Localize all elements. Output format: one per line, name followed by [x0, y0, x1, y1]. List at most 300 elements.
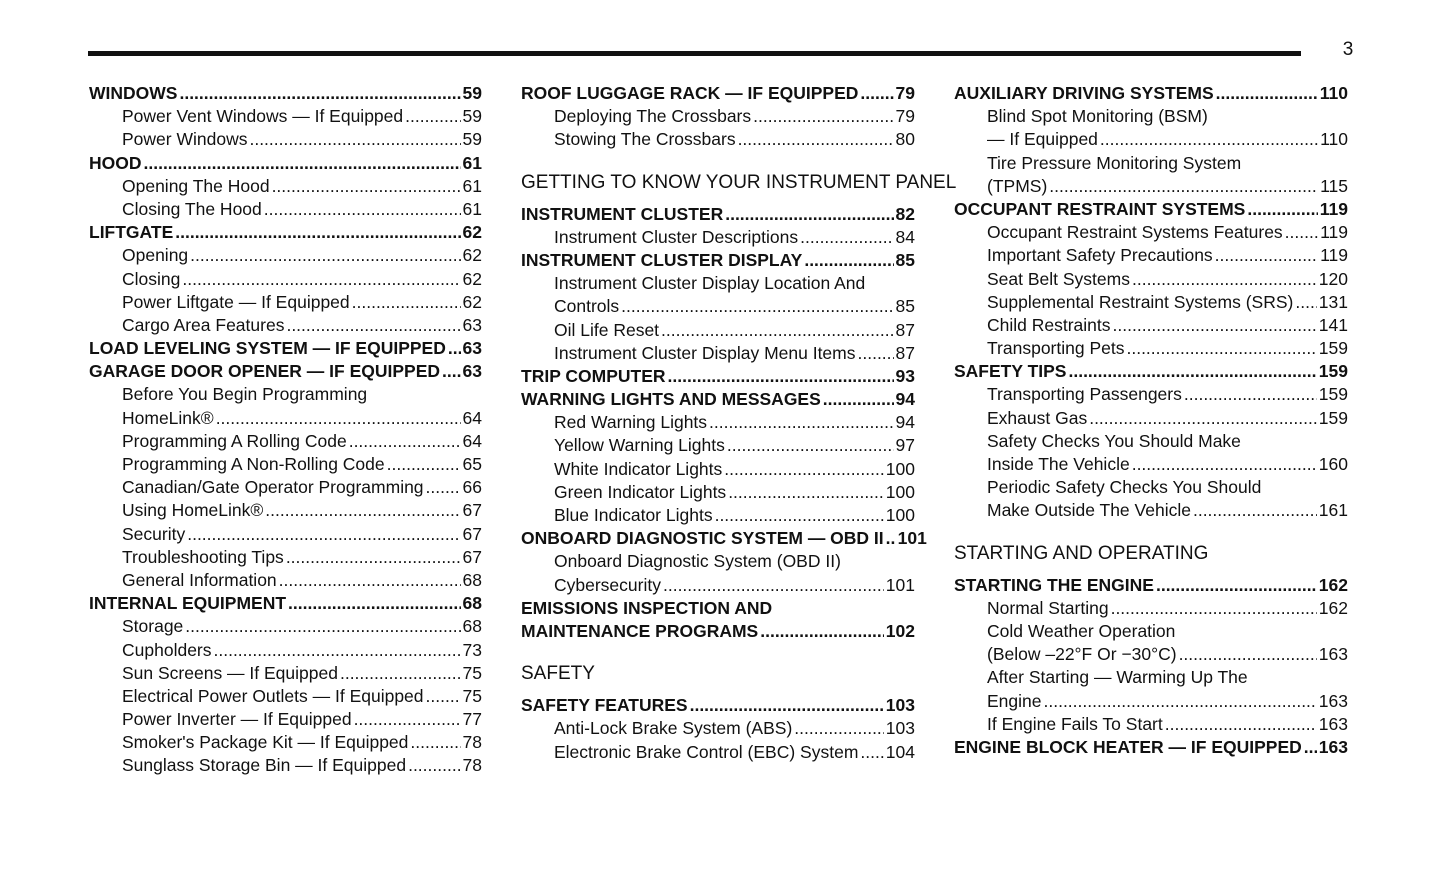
toc-heading-entry[interactable]: [521, 694, 915, 717]
toc-entry[interactable]: [521, 342, 915, 365]
toc-entry[interactable]: [89, 407, 482, 430]
toc-entry[interactable]: [89, 499, 482, 522]
toc-entry-label: Tire Pressure Monitoring System: [987, 152, 1242, 173]
toc-entry-label: SAFETY TIPS: [954, 361, 1067, 382]
dot-leader: [410, 731, 460, 754]
toc-entry-label: Opening The Hood: [122, 175, 270, 196]
toc-entry-label: ENGINE BLOCK HEATER — IF EQUIPPED: [954, 736, 1302, 757]
dot-leader: [724, 458, 884, 481]
toc-entry-label: LOAD LEVELING SYSTEM — IF EQUIPPED: [89, 338, 446, 359]
toc-entry-label: Closing: [122, 268, 181, 289]
toc-heading-entry[interactable]: [89, 221, 482, 244]
toc-entry-label: Exhaust Gas: [987, 407, 1088, 428]
toc-heading-entry[interactable]: [89, 152, 482, 175]
dot-leader: [1304, 736, 1317, 759]
toc-page-number: 63: [462, 361, 482, 382]
toc-entry-label: Power Inverter — If Equipped: [122, 709, 352, 730]
toc-page-number: 62: [462, 222, 482, 243]
toc-page-number: 119: [1319, 198, 1348, 219]
toc-page-number: 68: [462, 593, 482, 614]
toc-page-number: 67: [462, 500, 482, 521]
toc-page-number: 120: [1318, 268, 1348, 289]
dot-leader: [426, 476, 461, 499]
toc-entry-label: HomeLink®: [122, 407, 214, 428]
toc-entry[interactable]: [521, 128, 915, 151]
dot-leader: [690, 694, 884, 717]
toc-page-number: 63: [462, 338, 482, 359]
toc-page-number: 161: [1318, 500, 1348, 521]
toc-page-number: 62: [462, 291, 482, 312]
toc-heading-entry[interactable]: [521, 82, 915, 105]
dot-leader: [1100, 128, 1318, 151]
toc-entry-label: STARTING THE ENGINE: [954, 574, 1154, 595]
toc-entry-label: OCCUPANT RESTRAINT SYSTEMS: [954, 198, 1246, 219]
dot-leader: [288, 592, 460, 615]
dot-leader: [1132, 268, 1317, 291]
toc-entry[interactable]: [89, 523, 482, 546]
dot-leader: [405, 105, 460, 128]
dot-leader: [725, 203, 893, 226]
toc-entry[interactable]: [954, 268, 1348, 291]
toc-entry: [521, 272, 915, 295]
dot-leader: [279, 569, 461, 592]
toc-entry-label: Electronic Brake Control (EBC) System: [554, 741, 859, 762]
toc-entry-label: Instrument Cluster Descriptions: [554, 226, 799, 247]
toc-page-number: 102: [885, 620, 915, 641]
dot-leader: [738, 128, 894, 151]
toc-entry-label: WARNING LIGHTS AND MESSAGES: [521, 389, 821, 410]
toc-entry[interactable]: [89, 128, 482, 151]
toc-page-number: 104: [885, 741, 915, 762]
dot-leader: [794, 717, 884, 740]
toc-entry-label: Power Windows: [122, 129, 248, 150]
dot-leader: [1215, 244, 1318, 267]
toc-entry-label: Power Liftgate — If Equipped: [122, 291, 350, 312]
dot-leader: [858, 342, 894, 365]
toc-page-number: 62: [462, 268, 482, 289]
toc-entry: [954, 620, 1348, 643]
toc-heading-entry[interactable]: [89, 82, 482, 105]
toc-page-number: 84: [895, 226, 915, 247]
toc-entry-label: Blind Spot Monitoring (BSM): [987, 106, 1208, 127]
toc-page-number: 68: [462, 616, 482, 637]
toc-heading-entry[interactable]: [954, 198, 1348, 221]
toc-entry[interactable]: [89, 476, 482, 499]
dot-leader: [1247, 198, 1317, 221]
toc-page-number: 119: [1320, 245, 1348, 266]
toc-page-number: 59: [462, 129, 482, 150]
toc-entry-label: General Information: [122, 569, 277, 590]
toc-entry-label: Cargo Area Features: [122, 314, 285, 335]
toc-page-number: 59: [462, 83, 482, 103]
toc-page-number: 159: [1318, 407, 1348, 428]
toc-entry[interactable]: [89, 731, 482, 754]
dot-leader: [1179, 643, 1317, 666]
toc-entry-label: Periodic Safety Checks You Should: [987, 477, 1262, 498]
toc-entry: [521, 550, 915, 573]
dot-leader: [182, 268, 460, 291]
toc-heading-entry[interactable]: [521, 620, 915, 643]
toc-entry[interactable]: [521, 717, 915, 740]
toc-entry[interactable]: [954, 128, 1348, 151]
toc-entry[interactable]: [954, 221, 1348, 244]
dot-leader: [216, 407, 461, 430]
toc-entry-label: Oil Life Reset: [554, 319, 660, 340]
toc-entry-label: Make Outside The Vehicle: [987, 500, 1191, 521]
toc-entry-label: INTERNAL EQUIPMENT: [89, 593, 287, 614]
toc-page-number: 75: [462, 662, 482, 683]
toc-page-number: 85: [895, 296, 915, 317]
toc-entry-label: Engine: [987, 690, 1042, 711]
toc-page-number: 160: [1318, 454, 1348, 474]
toc-entry[interactable]: [89, 708, 482, 731]
toc-entry-label: Supplemental Restraint Systems (SRS): [987, 291, 1294, 312]
toc-entry: [954, 666, 1348, 689]
dot-leader: [286, 546, 461, 569]
toc-page-number: 66: [462, 477, 482, 498]
dot-leader: [187, 523, 460, 546]
toc-page-number: 80: [895, 129, 915, 150]
toc-page-number: 163: [1318, 736, 1348, 757]
toc-page-number: 97: [895, 435, 915, 456]
toc-page-number: 163: [1318, 690, 1348, 711]
toc-entry[interactable]: [89, 291, 482, 314]
toc-page-number: 65: [462, 454, 482, 474]
toc-heading-entry[interactable]: [521, 203, 915, 226]
dot-leader: [442, 360, 461, 383]
toc-page-number: 100: [885, 458, 915, 479]
toc-heading-entry[interactable]: [954, 360, 1348, 383]
dot-leader: [1184, 383, 1317, 406]
toc-entry[interactable]: [89, 569, 482, 592]
dot-leader: [190, 244, 460, 267]
dot-leader: [1156, 574, 1317, 597]
header-rule: [88, 51, 1301, 56]
toc-entry-label: Sunglass Storage Bin — If Equipped: [122, 755, 407, 776]
toc-entry[interactable]: [89, 754, 482, 777]
toc-heading-entry[interactable]: [954, 82, 1348, 105]
dot-leader: [352, 291, 461, 314]
toc-entry-label: Transporting Passengers: [987, 384, 1182, 405]
toc-entry[interactable]: [521, 411, 915, 434]
toc-column-2: [521, 82, 957, 764]
toc-entry[interactable]: [521, 226, 915, 249]
dot-leader: [1193, 499, 1317, 522]
toc-entry[interactable]: [954, 314, 1348, 337]
toc-entry-label: Troubleshooting Tips: [122, 546, 284, 567]
toc-entry-label: EMISSIONS INSPECTION AND: [521, 597, 773, 618]
toc-entry[interactable]: [521, 504, 915, 527]
section-heading: STARTING AND OPERATING: [954, 542, 1209, 564]
toc-entry-label: Child Restraints: [987, 314, 1111, 335]
toc-entry-label: If Engine Fails To Start: [987, 713, 1163, 734]
toc-entry-label: LIFTGATE: [89, 222, 174, 243]
toc-column-1: [89, 82, 482, 778]
toc-entry-label: Storage: [122, 616, 184, 637]
toc-entry[interactable]: [89, 662, 482, 685]
toc-page-number: 67: [462, 546, 482, 567]
toc-entry: [89, 383, 482, 406]
toc-page-number: 103: [885, 695, 915, 716]
dot-leader: [1132, 453, 1317, 476]
toc-entry-label: SAFETY FEATURES: [521, 695, 688, 716]
toc-entry-label: Sun Screens — If Equipped: [122, 662, 338, 683]
toc-page-number: 75: [462, 685, 482, 706]
toc-entry[interactable]: [521, 105, 915, 128]
dot-leader: [214, 639, 461, 662]
toc-page-number: 82: [895, 203, 915, 224]
toc-entry[interactable]: [954, 291, 1348, 314]
toc-page-number: 119: [1320, 222, 1348, 243]
dot-leader: [264, 198, 461, 221]
toc-page-number: 85: [895, 249, 915, 270]
dot-leader: [185, 615, 460, 638]
toc-entry[interactable]: [89, 615, 482, 638]
dot-leader: [728, 481, 884, 504]
toc-entry-label: Cybersecurity: [554, 574, 661, 595]
toc-entry-label: (Below –22°F Or −30°C): [987, 644, 1177, 665]
toc-page-number: 101: [897, 528, 927, 549]
dot-leader: [387, 453, 461, 476]
toc-entry-label: Seat Belt Systems: [987, 268, 1130, 289]
toc-page-number: 79: [895, 106, 915, 127]
toc-entry-label: Controls: [554, 296, 620, 317]
toc-page-number: 141: [1318, 314, 1348, 335]
toc-page-number: 77: [462, 709, 482, 730]
toc-entry-label: Yellow Warning Lights: [554, 435, 725, 456]
toc-entry-label: AUXILIARY DRIVING SYSTEMS: [954, 83, 1214, 103]
dot-leader: [1089, 407, 1317, 430]
toc-page-number: 61: [462, 175, 482, 196]
toc-page-number: 159: [1318, 338, 1348, 359]
toc-entry[interactable]: [954, 244, 1348, 267]
dot-leader: [354, 708, 461, 731]
dot-leader: [1126, 337, 1316, 360]
toc-entry-label: Programming A Rolling Code: [122, 430, 347, 451]
dot-leader: [661, 319, 893, 342]
dot-leader: [1111, 597, 1317, 620]
toc-page-number: 61: [462, 198, 482, 219]
toc-page-number: 64: [462, 407, 482, 428]
toc-entry[interactable]: [89, 198, 482, 221]
toc-page-number: 159: [1318, 361, 1348, 382]
section-heading: GETTING TO KNOW YOUR INSTRUMENT PANEL: [521, 171, 957, 193]
toc-entry[interactable]: [89, 430, 482, 453]
toc-entry-label: Anti-Lock Brake System (ABS): [554, 718, 793, 739]
toc-entry[interactable]: [89, 105, 482, 128]
toc-page-number: 110: [1319, 83, 1348, 103]
toc-page-number: 78: [462, 732, 482, 753]
toc-page-number: 162: [1318, 597, 1348, 618]
dot-leader: [249, 128, 460, 151]
toc-entry-label: Important Safety Precautions: [987, 245, 1213, 266]
toc-heading-entry[interactable]: [954, 736, 1348, 759]
toc-entry-label: ONBOARD DIAGNOSTIC SYSTEM — OBD II: [521, 528, 884, 549]
toc-entry: [954, 152, 1348, 175]
toc-entry-label: Before You Begin Programming: [122, 384, 368, 405]
toc-entry[interactable]: [954, 175, 1348, 198]
toc-entry-label: Red Warning Lights: [554, 412, 708, 433]
toc-entry-label: Programming A Non-Rolling Code: [122, 454, 385, 474]
toc-entry-label: GARAGE DOOR OPENER — IF EQUIPPED: [89, 361, 441, 382]
toc-entry[interactable]: [954, 337, 1348, 360]
toc-entry: [954, 430, 1348, 453]
toc-page-number: 59: [462, 106, 482, 127]
dot-leader: [860, 82, 893, 105]
dot-leader: [448, 337, 461, 360]
toc-entry[interactable]: [89, 639, 482, 662]
toc-page-number: 68: [462, 569, 482, 590]
toc-page-number: 159: [1318, 384, 1348, 405]
toc-page-number: 93: [895, 365, 915, 386]
toc-entry[interactable]: [521, 319, 915, 342]
dot-leader: [265, 499, 460, 522]
toc-entry-label: Safety Checks You Should Make: [987, 430, 1241, 451]
toc-entry-label: TRIP COMPUTER: [521, 365, 666, 386]
toc-heading-entry[interactable]: [954, 574, 1348, 597]
toc-entry: [954, 476, 1348, 499]
dot-leader: [1216, 82, 1318, 105]
toc-entry-label: (TPMS): [987, 175, 1048, 196]
dot-leader: [175, 221, 460, 244]
toc-entry-label: ROOF LUGGAGE RACK — IF EQUIPPED: [521, 83, 859, 103]
toc-page-number: 110: [1320, 129, 1348, 150]
toc-entry[interactable]: [954, 597, 1348, 620]
dot-leader: [800, 226, 893, 249]
toc-entry[interactable]: [954, 713, 1348, 736]
toc-entry[interactable]: [954, 453, 1348, 476]
toc-entry-label: Occupant Restraint Systems Features: [987, 222, 1283, 243]
toc-entry[interactable]: [521, 295, 915, 318]
dot-leader: [408, 754, 460, 777]
toc-page-number: 61: [462, 152, 482, 173]
dot-leader: [823, 388, 894, 411]
toc-entry-label: — If Equipped: [987, 129, 1098, 150]
dot-leader: [668, 365, 894, 388]
toc-entry[interactable]: [89, 685, 482, 708]
toc-entry-label: Normal Starting: [987, 597, 1109, 618]
toc-page-number: 162: [1318, 574, 1348, 595]
dot-leader: [286, 314, 460, 337]
toc-entry-label: Cold Weather Operation: [987, 620, 1176, 641]
dot-leader: [1049, 175, 1318, 198]
toc-entry[interactable]: [954, 383, 1348, 406]
page-number: 3: [1342, 39, 1354, 60]
toc-page-number: 101: [885, 574, 915, 595]
toc-page-number: 131: [1318, 291, 1348, 312]
toc-entry-label: Inside The Vehicle: [987, 454, 1130, 474]
toc-entry[interactable]: [89, 244, 482, 267]
toc-entry-label: Instrument Cluster Display Location And: [554, 273, 866, 294]
dot-leader: [1165, 713, 1317, 736]
toc-entry[interactable]: [89, 546, 482, 569]
toc-entry: [954, 105, 1348, 128]
toc-entry-label: Cupholders: [122, 639, 212, 660]
dot-leader: [663, 574, 884, 597]
toc-entry-label: MAINTENANCE PROGRAMS: [521, 620, 759, 641]
dot-leader: [426, 685, 461, 708]
toc-entry[interactable]: [89, 314, 482, 337]
dot-leader: [860, 741, 883, 764]
toc-heading-entry: [521, 597, 915, 620]
toc-entry[interactable]: [521, 741, 915, 764]
toc-page-number: 62: [462, 245, 482, 266]
section-heading: SAFETY: [521, 663, 595, 685]
toc-page-number: 87: [895, 319, 915, 340]
toc-entry-label: Opening: [122, 245, 189, 266]
toc-entry-label: Stowing The Crossbars: [554, 129, 736, 150]
dot-leader: [1068, 360, 1316, 383]
dot-leader: [753, 105, 893, 128]
toc-entry-label: Blue Indicator Lights: [554, 505, 713, 525]
toc-entry-label: Deploying The Crossbars: [554, 106, 752, 127]
toc-entry[interactable]: [521, 574, 915, 597]
toc-page-number: 78: [462, 755, 482, 776]
toc-page-number: 100: [885, 505, 915, 525]
dot-leader: [1285, 221, 1318, 244]
toc-entry-label: Green Indicator Lights: [554, 481, 727, 502]
toc-page-number: 115: [1320, 175, 1348, 196]
toc-entry[interactable]: [521, 481, 915, 504]
toc-entry[interactable]: [89, 453, 482, 476]
dot-leader: [349, 430, 461, 453]
toc-entry-label: Onboard Diagnostic System (OBD II): [554, 551, 841, 572]
toc-entry[interactable]: [521, 458, 915, 481]
toc-entry[interactable]: [954, 499, 1348, 522]
toc-page-number: 163: [1318, 644, 1348, 665]
dot-leader: [804, 249, 893, 272]
toc-entry-label: Instrument Cluster Display Menu Items: [554, 342, 856, 363]
toc-entry[interactable]: [954, 643, 1348, 666]
toc-entry[interactable]: [954, 690, 1348, 713]
toc-entry-label: Canadian/Gate Operator Programming: [122, 477, 424, 498]
toc-page-number: 67: [462, 523, 482, 544]
toc-page-number: 79: [895, 83, 915, 103]
dot-leader: [340, 662, 461, 685]
toc-entry[interactable]: [954, 407, 1348, 430]
toc-entry-label: INSTRUMENT CLUSTER: [521, 203, 724, 224]
toc-heading-entry[interactable]: [521, 388, 915, 411]
toc-heading-entry[interactable]: [521, 527, 927, 550]
toc-entry-label: WINDOWS: [89, 83, 178, 103]
toc-entry[interactable]: [89, 175, 482, 198]
dot-leader: [144, 152, 461, 175]
dot-leader: [621, 295, 893, 318]
toc-heading-entry[interactable]: [89, 592, 482, 615]
dot-leader: [715, 504, 884, 527]
toc-page-number: 63: [462, 314, 482, 335]
toc-entry-label: INSTRUMENT CLUSTER DISPLAY: [521, 249, 803, 270]
toc-heading-entry[interactable]: [89, 337, 482, 360]
toc-entry-label: Using HomeLink®: [122, 500, 264, 521]
toc-entry-label: Smoker's Package Kit — If Equipped: [122, 732, 409, 753]
toc-page-number: 103: [885, 718, 915, 739]
toc-page-number: 163: [1318, 713, 1348, 734]
toc-heading-entry[interactable]: [89, 360, 482, 383]
toc-entry[interactable]: [89, 268, 482, 291]
toc-entry-label: HOOD: [89, 152, 142, 173]
toc-page-number: 64: [462, 430, 482, 451]
toc-entry-label: Power Vent Windows — If Equipped: [122, 106, 404, 127]
toc-column-3: [954, 82, 1348, 759]
toc-entry[interactable]: [521, 434, 915, 457]
toc-page-number: 94: [895, 412, 915, 433]
dot-leader: [179, 82, 460, 105]
toc-heading-entry[interactable]: [521, 249, 915, 272]
toc-heading-entry[interactable]: [521, 365, 915, 388]
dot-leader: [1113, 314, 1317, 337]
toc-page-number: 100: [885, 481, 915, 502]
